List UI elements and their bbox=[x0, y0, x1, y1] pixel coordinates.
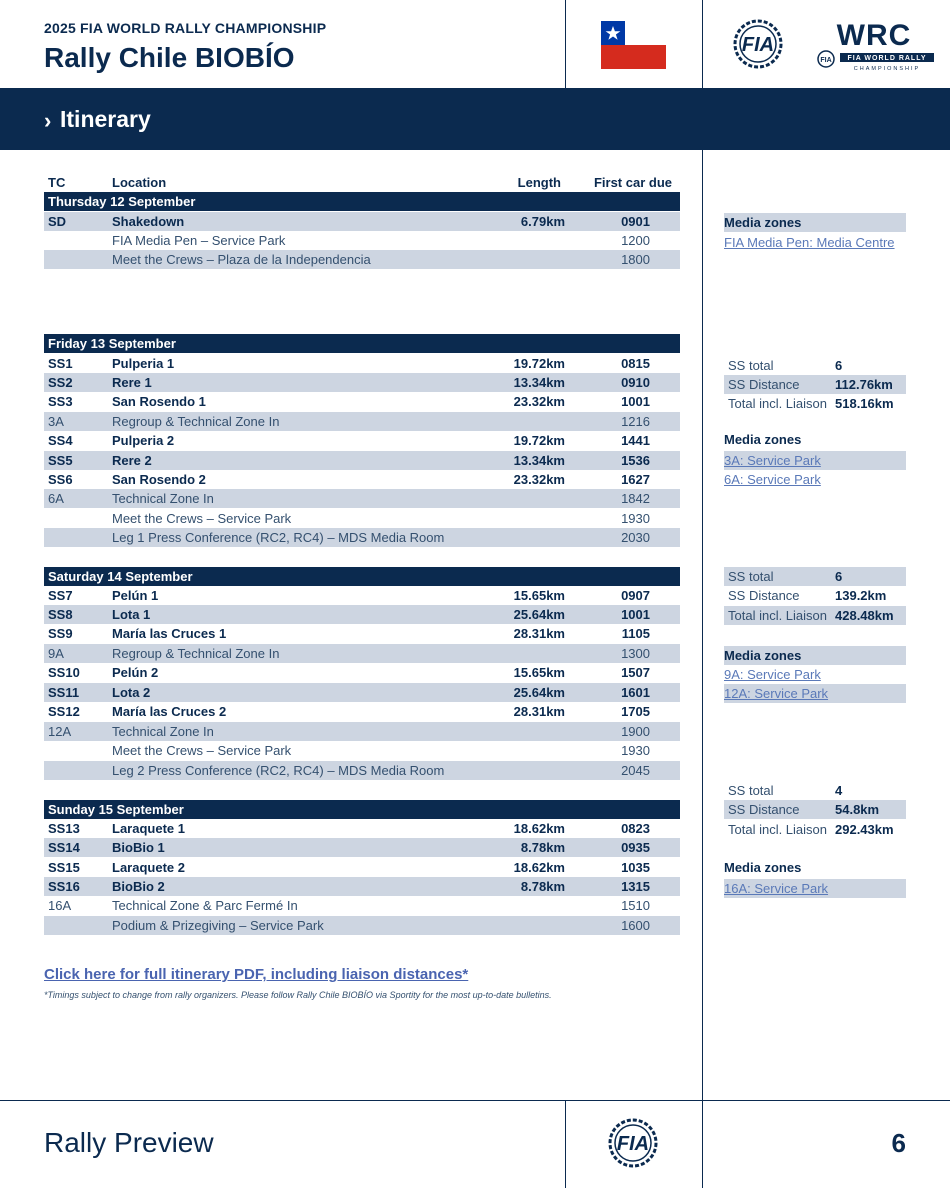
cell-time: 0910 bbox=[621, 375, 650, 390]
cell-time: 0823 bbox=[621, 821, 650, 836]
cell-location: Technical Zone In bbox=[112, 491, 214, 506]
cell-length: 19.72km bbox=[513, 356, 565, 371]
table-row bbox=[44, 858, 680, 877]
header-length: Length bbox=[517, 175, 561, 190]
cell-tc: SS10 bbox=[48, 665, 80, 680]
stat-label: SS Distance bbox=[728, 802, 800, 817]
footer-divider-right bbox=[702, 1100, 703, 1188]
cell-location: San Rosendo 1 bbox=[112, 394, 206, 409]
cell-tc: SS8 bbox=[48, 607, 73, 622]
cell-time: 0935 bbox=[621, 840, 650, 855]
table-row bbox=[44, 373, 680, 392]
cell-location: Pulperia 1 bbox=[112, 356, 175, 371]
table-row bbox=[44, 644, 680, 663]
day-header-row bbox=[44, 192, 680, 211]
cell-location: Meet the Crews – Service Park bbox=[112, 743, 292, 758]
cell-location: Sunday 15 September bbox=[48, 802, 184, 817]
table-row bbox=[44, 451, 680, 470]
cell-time: 1315 bbox=[621, 879, 650, 894]
cell-location: Technical Zone In bbox=[112, 724, 214, 739]
header-divider-left bbox=[565, 0, 566, 88]
cell-length: 8.78km bbox=[520, 840, 565, 855]
cell-time: 1216 bbox=[621, 414, 650, 429]
stat-label: SS total bbox=[728, 569, 774, 584]
wrc-logo-icon bbox=[812, 19, 936, 71]
fia-logo-footer-icon bbox=[596, 1118, 670, 1168]
stat-value: 6 bbox=[835, 569, 843, 584]
cell-time: 1800 bbox=[621, 252, 650, 267]
stat-row bbox=[724, 567, 906, 586]
cell-tc: SS11 bbox=[48, 685, 80, 700]
cell-location: Rere 2 bbox=[112, 453, 152, 468]
media-zone-link[interactable]: FIA Media Pen: Media Centre bbox=[724, 235, 895, 250]
cell-length: 13.34km bbox=[513, 453, 565, 468]
table-row bbox=[44, 702, 680, 721]
cell-location: María las Cruces 2 bbox=[112, 704, 227, 719]
table-row bbox=[44, 392, 680, 411]
cell-length: 19.72km bbox=[513, 433, 565, 448]
stat-label: Total incl. Liaison bbox=[728, 822, 827, 837]
table-row bbox=[44, 412, 680, 431]
day-header-row bbox=[44, 567, 680, 586]
stat-row bbox=[724, 586, 906, 605]
cell-length: 28.31km bbox=[513, 704, 565, 719]
stat-value: 518.16km bbox=[835, 396, 894, 411]
header-first-car: First car due bbox=[593, 175, 672, 190]
media-zone-link[interactable]: 12A: Service Park bbox=[724, 684, 906, 703]
table-row bbox=[44, 722, 680, 741]
cell-length: 15.65km bbox=[513, 665, 565, 680]
table-row bbox=[44, 528, 680, 547]
stat-label: Total incl. Liaison bbox=[728, 396, 827, 411]
stat-row bbox=[724, 781, 906, 800]
cell-time: 1200 bbox=[621, 233, 650, 248]
cell-location: Shakedown bbox=[112, 214, 185, 229]
table-row bbox=[44, 838, 680, 857]
stat-value: 112.76km bbox=[835, 377, 893, 392]
stat-value: 428.48km bbox=[835, 608, 894, 623]
svg-text:WRC: WRC bbox=[836, 19, 912, 52]
cell-time: 1842 bbox=[621, 491, 650, 506]
cell-location: Leg 2 Press Conference (RC2, RC4) – MDS Media Room bbox=[112, 763, 445, 778]
page-number: 6 bbox=[891, 1128, 906, 1158]
cell-time: 1001 bbox=[621, 607, 650, 622]
table-row bbox=[44, 470, 680, 489]
header-tc: TC bbox=[48, 175, 66, 190]
cell-tc: SS12 bbox=[48, 704, 80, 719]
cell-tc: 3A bbox=[48, 414, 64, 429]
cell-tc: SS7 bbox=[48, 588, 73, 603]
cell-time: 1441 bbox=[621, 433, 650, 448]
svg-text:FIA WORLD RALLY: FIA WORLD RALLY bbox=[847, 55, 927, 62]
cell-tc: 6A bbox=[48, 491, 64, 506]
media-zone-link[interactable]: 9A: Service Park bbox=[724, 667, 821, 682]
cell-location: Meet the Crews – Service Park bbox=[112, 511, 292, 526]
table-row bbox=[44, 916, 680, 935]
full-itinerary-pdf-link[interactable]: Click here for full itinerary PDF, including liaison distances* bbox=[44, 966, 469, 983]
cell-location: Laraquete 2 bbox=[112, 860, 185, 875]
cell-time: 1510 bbox=[621, 898, 650, 913]
cell-location: Thursday 12 September bbox=[48, 194, 196, 209]
media-zones-title: Media zones bbox=[724, 432, 802, 447]
cell-length: 23.32km bbox=[513, 394, 565, 409]
stat-label: SS Distance bbox=[728, 377, 800, 392]
svg-text:FIA: FIA bbox=[616, 1133, 650, 1155]
cell-time: 2045 bbox=[621, 763, 650, 778]
svg-text:FIA: FIA bbox=[820, 57, 832, 64]
cell-length: 18.62km bbox=[513, 860, 565, 875]
stat-label: SS Distance bbox=[728, 588, 800, 603]
stat-row bbox=[724, 800, 906, 819]
rally-title: Rally Chile BIOBÍO bbox=[44, 42, 295, 73]
cell-tc: SS5 bbox=[48, 453, 73, 468]
stat-value: 54.8km bbox=[835, 802, 880, 817]
cell-tc: SS4 bbox=[48, 433, 73, 448]
cell-tc: 16A bbox=[48, 898, 72, 913]
cell-location: Technical Zone & Parc Fermé In bbox=[112, 898, 298, 913]
cell-location: Pelún 2 bbox=[112, 665, 159, 680]
cell-tc: SS9 bbox=[48, 626, 73, 641]
cell-location: Friday 13 September bbox=[48, 336, 176, 351]
cell-location: Pulperia 2 bbox=[112, 433, 175, 448]
media-zones-title: Media zones bbox=[724, 213, 906, 232]
table-row bbox=[44, 605, 680, 624]
cell-tc: SS1 bbox=[48, 356, 73, 371]
svg-text:FIA: FIA bbox=[741, 34, 775, 56]
chile-flag-icon bbox=[601, 21, 666, 69]
cell-length: 15.65km bbox=[513, 588, 565, 603]
cell-length: 25.64km bbox=[513, 685, 565, 700]
cell-location: Regroup & Technical Zone In bbox=[112, 414, 280, 429]
cell-location: Pelún 1 bbox=[112, 588, 159, 603]
cell-time: 1001 bbox=[621, 394, 650, 409]
cell-time: 0907 bbox=[621, 588, 650, 603]
stat-row bbox=[724, 820, 906, 839]
cell-location: FIA Media Pen – Service Park bbox=[112, 233, 286, 248]
cell-time: 1705 bbox=[621, 704, 650, 719]
cell-time: 1900 bbox=[621, 724, 650, 739]
cell-length: 25.64km bbox=[513, 607, 565, 622]
header-divider-right bbox=[702, 0, 703, 88]
cell-location: San Rosendo 2 bbox=[112, 472, 206, 487]
stat-row bbox=[724, 356, 906, 375]
stat-value: 6 bbox=[835, 358, 843, 373]
table-row bbox=[44, 819, 680, 838]
cell-location: Podium & Prizegiving – Service Park bbox=[112, 918, 324, 933]
cell-time: 2030 bbox=[621, 530, 650, 545]
cell-length: 18.62km bbox=[513, 821, 565, 836]
section-banner bbox=[0, 88, 950, 150]
media-zone-link[interactable]: 3A: Service Park bbox=[724, 451, 906, 470]
table-row bbox=[44, 212, 680, 231]
stat-row bbox=[724, 375, 906, 394]
cell-time: 0901 bbox=[621, 214, 650, 229]
table-row bbox=[44, 586, 680, 605]
stat-label: SS total bbox=[728, 358, 774, 373]
table-row bbox=[44, 250, 680, 269]
svg-text:CHAMPIONSHIP: CHAMPIONSHIP bbox=[853, 66, 921, 71]
day-header-row bbox=[44, 800, 680, 819]
cell-time: 1627 bbox=[621, 472, 650, 487]
cell-location: Lota 1 bbox=[112, 607, 151, 622]
day-header-row bbox=[44, 334, 680, 353]
cell-length: 13.34km bbox=[513, 375, 565, 390]
fia-logo-icon bbox=[721, 19, 795, 69]
cell-time: 1930 bbox=[621, 743, 650, 758]
table-row bbox=[44, 896, 680, 915]
cell-length: 8.78km bbox=[520, 879, 565, 894]
section-title: Itinerary bbox=[60, 106, 151, 132]
cell-tc: SS3 bbox=[48, 394, 73, 409]
cell-time: 1600 bbox=[621, 918, 650, 933]
cell-time: 1507 bbox=[621, 665, 650, 680]
cell-location: Rere 1 bbox=[112, 375, 152, 390]
cell-location: BioBio 1 bbox=[112, 840, 165, 855]
cell-tc: SS15 bbox=[48, 860, 80, 875]
cell-tc: SS2 bbox=[48, 375, 73, 390]
table-row bbox=[44, 683, 680, 702]
stat-label: Total incl. Liaison bbox=[728, 608, 827, 623]
cell-time: 1300 bbox=[621, 646, 650, 661]
table-row bbox=[44, 489, 680, 508]
table-row bbox=[44, 877, 680, 896]
media-zones-title: Media zones bbox=[724, 860, 802, 875]
cell-time: 1536 bbox=[621, 453, 650, 468]
cell-length: 6.79km bbox=[520, 214, 565, 229]
stat-value: 292.43km bbox=[835, 822, 894, 837]
cell-tc: SS13 bbox=[48, 821, 80, 836]
table-row bbox=[44, 741, 680, 760]
side-panel-divider bbox=[702, 150, 703, 1100]
cell-tc: 9A bbox=[48, 646, 64, 661]
cell-time: 1035 bbox=[621, 860, 650, 875]
cell-location: Leg 1 Press Conference (RC2, RC4) – MDS Media Room bbox=[112, 530, 445, 545]
media-zone-link[interactable]: 16A: Service Park bbox=[724, 879, 906, 898]
stat-value: 4 bbox=[835, 783, 843, 798]
cell-tc: 12A bbox=[48, 724, 72, 739]
cell-length: 23.32km bbox=[513, 472, 565, 487]
media-zones-title: Media zones bbox=[724, 646, 906, 665]
cell-location: Laraquete 1 bbox=[112, 821, 185, 836]
stat-label: SS total bbox=[728, 783, 774, 798]
cell-time: 1601 bbox=[621, 685, 650, 700]
cell-length: 28.31km bbox=[513, 626, 565, 641]
table-row bbox=[44, 509, 680, 528]
table-row bbox=[44, 663, 680, 682]
table-row bbox=[44, 354, 680, 373]
media-zone-link[interactable]: 6A: Service Park bbox=[724, 472, 821, 487]
table-row bbox=[44, 624, 680, 643]
cell-location: Saturday 14 September bbox=[48, 569, 193, 584]
stat-row bbox=[724, 394, 906, 413]
cell-location: Regroup & Technical Zone In bbox=[112, 646, 280, 661]
header-location: Location bbox=[112, 175, 167, 190]
table-row bbox=[44, 761, 680, 780]
footer-rule bbox=[0, 1100, 950, 1101]
cell-location: BioBio 2 bbox=[112, 879, 165, 894]
cell-time: 1105 bbox=[621, 626, 650, 641]
cell-tc: SS14 bbox=[48, 840, 80, 855]
cell-tc: SS6 bbox=[48, 472, 73, 487]
table-row bbox=[44, 431, 680, 450]
chevron-right-icon: › bbox=[44, 108, 52, 133]
cell-tc: SS16 bbox=[48, 879, 80, 894]
cell-time: 1930 bbox=[621, 511, 650, 526]
timings-footnote: *Timings subject to change from rally organizers. Please follow Rally Chile BIOBÍO via Sportity for the most up-to-date bulletins. bbox=[44, 990, 552, 1000]
footer-title: Rally Preview bbox=[44, 1127, 214, 1158]
footer-divider-left bbox=[565, 1100, 566, 1188]
cell-location: María las Cruces 1 bbox=[112, 626, 227, 641]
championship-eyebrow: 2025 FIA WORLD RALLY CHAMPIONSHIP bbox=[44, 20, 327, 36]
stat-value: 139.2km bbox=[835, 588, 887, 603]
table-header-row bbox=[44, 173, 680, 192]
table-row bbox=[44, 231, 680, 250]
cell-location: Meet the Crews – Plaza de la Independencia bbox=[112, 252, 371, 267]
cell-location: Lota 2 bbox=[112, 685, 151, 700]
cell-time: 0815 bbox=[621, 356, 650, 371]
cell-tc: SD bbox=[48, 214, 67, 229]
stat-row bbox=[724, 606, 906, 625]
